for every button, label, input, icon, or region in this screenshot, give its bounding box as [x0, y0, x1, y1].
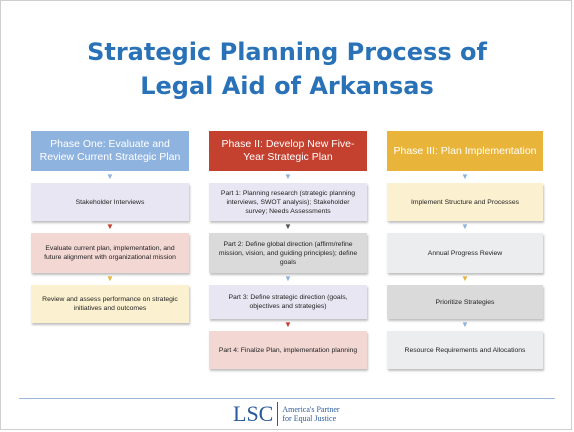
phase-two-step-4: Part 4: Finalize Plan, implementation planning: [209, 331, 367, 369]
arrow-down-icon: ▼: [461, 274, 469, 283]
tagline-line-2: for Equal Justice: [282, 414, 337, 423]
arrow-down-icon: ▼: [106, 172, 114, 181]
arrow-down-icon: ▼: [284, 172, 292, 181]
phase-one-step-2: Evaluate current plan, implementation, and future alignment with organizational mission: [31, 233, 189, 273]
footer-divider: [19, 398, 555, 399]
phase-two-step-2: Part 2: Define global direction (affirm/refine mission, vision, and guiding principles); define goals: [209, 233, 367, 273]
phase-three-header: Phase III: Plan Implementation: [387, 131, 543, 171]
phase-two-column: [209, 131, 367, 369]
phase-one-column: [31, 131, 189, 323]
title-line-1: Strategic Planning Process of: [87, 38, 487, 66]
title-line-2: Legal Aid of Arkansas: [140, 72, 434, 100]
phase-three-step-2: Annual Progress Review: [387, 233, 543, 273]
arrow-down-icon: ▼: [461, 222, 469, 231]
phase-three-column: [387, 131, 543, 369]
slide-title: [1, 35, 573, 103]
phase-three-step-1: Implement Structure and Processes: [387, 183, 543, 221]
lsc-tagline: [278, 405, 352, 423]
phase-two-header: Phase II: Develop New Five-Year Strategic Plan: [209, 131, 367, 171]
phase-two-step-3: Part 3: Define strategic direction (goals, objectives and strategies): [209, 285, 367, 319]
phase-one-header: Phase One: Evaluate and Review Current Strategic Plan: [31, 131, 189, 171]
arrow-down-icon: ▼: [284, 320, 292, 329]
tagline-line-1: America's Partner: [282, 405, 340, 414]
arrow-down-icon: ▼: [284, 274, 292, 283]
arrow-down-icon: ▼: [106, 222, 114, 231]
phase-one-step-1: Stakeholder Interviews: [31, 183, 189, 221]
arrow-down-icon: ▼: [284, 222, 292, 231]
arrow-down-icon: ▼: [461, 172, 469, 181]
phase-three-step-3: Prioritize Strategies: [387, 285, 543, 319]
phase-two-step-1: Part 1: Planning research (strategic planning interviews, SWOT analysis); Stakeholder survey; Needs Assessments: [209, 183, 367, 221]
phase-one-step-3: Review and assess performance on strategic initiatives and outcomes: [31, 285, 189, 323]
lsc-logo: [233, 402, 352, 426]
arrow-down-icon: ▼: [106, 274, 114, 283]
phase-three-step-4: Resource Requirements and Allocations: [387, 331, 543, 369]
lsc-logo-mark: LSC: [233, 402, 278, 426]
arrow-down-icon: ▼: [461, 320, 469, 329]
